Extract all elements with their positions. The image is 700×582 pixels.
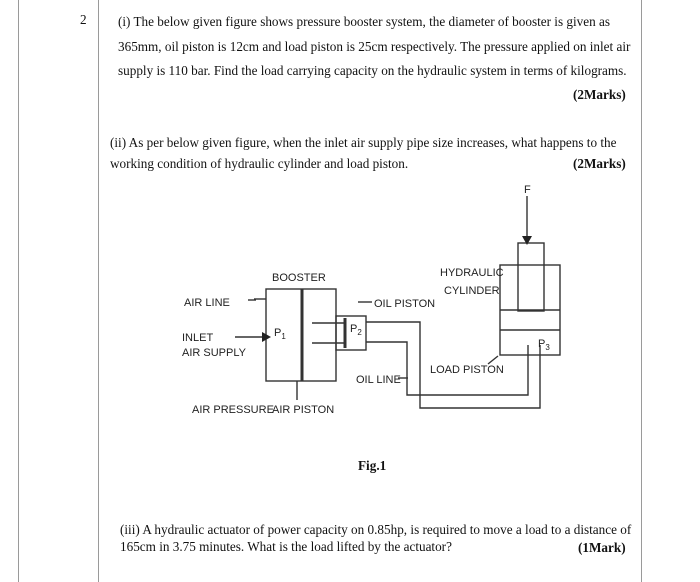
oil-line-label: OIL LINE <box>356 374 401 386</box>
air-supply-label: AIR SUPPLY <box>182 347 246 359</box>
part3-marks: (1Mark) <box>578 540 626 555</box>
part2-line2: working condition of hydraulic cylinder and load piston. <box>110 156 409 171</box>
part1-marks: (2Marks) <box>573 87 626 102</box>
air-line-label: AIR LINE <box>184 297 230 309</box>
part2-marks: (2Marks) <box>573 156 626 171</box>
p1-label: $P_1$ <box>274 327 286 341</box>
inlet-label: INLET <box>182 332 214 344</box>
cylinder-label: CYLINDER <box>444 285 500 297</box>
question-number: 2 <box>80 12 87 27</box>
load-piston-label: LOAD PISTON <box>430 364 504 376</box>
part1-line2: 365mm, oil piston is 12cm and load piston is 25cm respectively. The pressure applied on inlet air <box>118 39 631 54</box>
force-label: F <box>524 184 531 196</box>
air-pressure-label: AIR PRESSURE <box>192 404 274 416</box>
p2-label: $P_2$ <box>350 323 362 337</box>
part1-line1: (i) The below given figure shows pressure booster system, the diameter of booster is given as <box>118 14 610 29</box>
part3-line1: (iii) A hydraulic actuator of power capacity on 0.85hp, is required to move a load to a distance of <box>120 522 632 537</box>
hydraulic-label: HYDRAULIC <box>440 267 504 279</box>
part3-line2: 165cm in 3.75 minutes. What is the load lifted by the actuator? <box>120 539 452 554</box>
p3-label: $P_3$ <box>538 338 550 352</box>
load-piston-rod <box>518 243 544 311</box>
booster-label: BOOSTER <box>272 272 326 284</box>
figure-caption: Fig.1 <box>358 458 387 473</box>
part2-line1: (ii) As per below given figure, when the inlet air supply pipe size increases, what happens to the <box>110 135 617 150</box>
oil-piston-label: OIL PISTON <box>374 298 436 310</box>
air-piston-label: AIR PISTON <box>272 404 335 416</box>
part1-line3: supply is 110 bar. Find the load carrying capacity on the hydraulic system in terms of kilograms. <box>118 63 627 78</box>
